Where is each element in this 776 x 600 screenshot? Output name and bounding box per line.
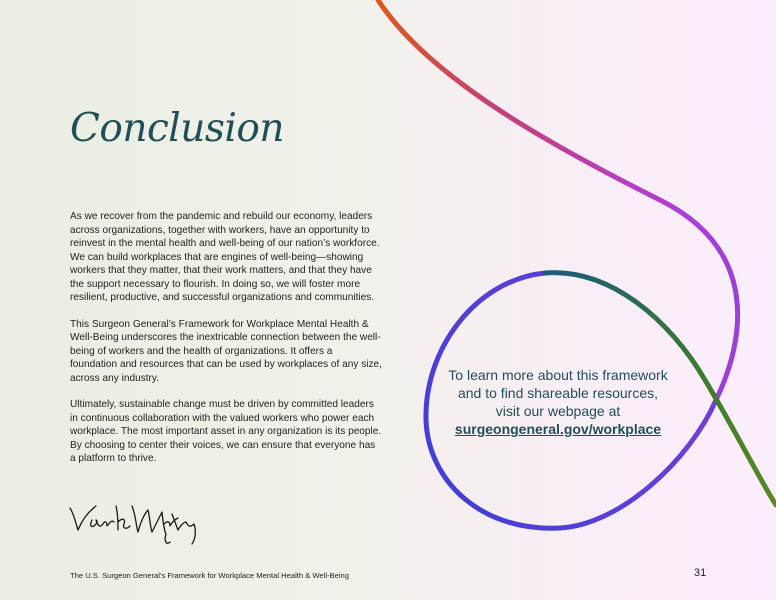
body-paragraph: This Surgeon General’s Framework for Workplace Mental Health & Well-Being underscores the inextricable connection between the well-being of workers and the health of organizations. It offers a foundation and resources that can be used by workplaces of any size, across any industry.: [70, 318, 382, 384]
body-paragraph: As we recover from the pandemic and rebuild our economy, leaders across organizations, together with workers, have an opportunity to reinvest in the mental health and well-being of our nation’s workforce. We can build workplaces that are engines of well-being—showing workers that they matter, that their work matters, and that they have the support necessary to flourish. In doing so, we will foster more resilient, productive, and successful organizations and communities.: [70, 211, 380, 303]
callout-box: [448, 366, 668, 438]
footer-document-title: The U.S. Surgeon General’s Framework for Workplace Mental Health & Well-Being: [70, 571, 349, 580]
page-title: Conclusion: [70, 106, 284, 151]
body-text: [70, 210, 382, 479]
callout-text: To learn more about this framework and to find shareable resources, visit our webpage at: [448, 367, 668, 419]
webpage-link[interactable]: surgeongeneral.gov/workplace: [454, 421, 662, 437]
body-paragraph: Ultimately, sustainable change must be driven by committed leaders in continuous collaboration with the valued workers who power each workplace. The most important asset in any organization is its people. By choosing to center their voices, we can ensure that everyone has a platform to thrive.: [70, 399, 382, 464]
page-number: 31: [694, 567, 707, 579]
ribbon-top-segment: [378, 0, 738, 400]
signature-image: [66, 500, 206, 552]
